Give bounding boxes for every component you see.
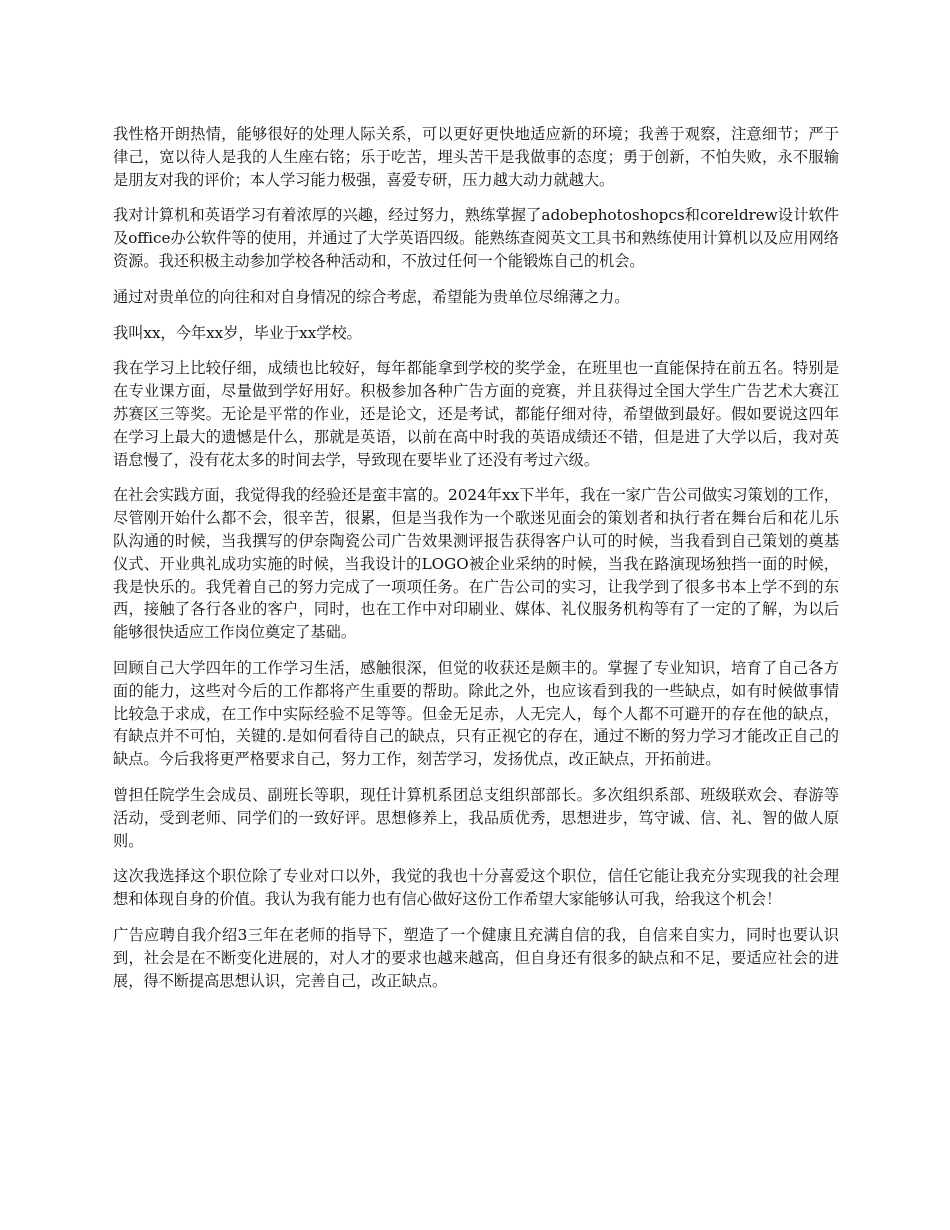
paragraph-skills: 我对计算机和英语学习有着浓厚的兴趣，经过努力，熟练掌握了adobephotoshopcs和coreldrew设计软件及office办公软件等的使用，并通过了大学英语四级。能熟练查阅英文工具书和熟练使用计算机以及应用网络资源。我还积极主动参加学校各种活动和，不放过任何一个能锻炼自己的机会。	[113, 206, 839, 270]
paragraph-introduction: 我叫xx，今年xx岁，毕业于xx学校。	[113, 323, 362, 342]
paragraph-closing: 广告应聘自我介绍3三年在老师的指导下，塑造了一个健康且充满自信的我，自信来自实力，同时也要认识到，社会是在不断变化进展的，对人才的要求也越来越高，但自身还有很多的缺点和不足，要适应社会的进展，得不断提高思想认识，完善自己，改正缺点。	[113, 925, 839, 990]
paragraph-practice: 在社会实践方面，我觉得我的经验还是蛮丰富的。2024年xx下半年，我在一家广告公司做实习策划的工作，尽管刚开始什么都不会，很辛苦，很累，但是当我作为一个歌迷见面会的策划者和执行者在舞台后和花儿乐队沟通的时候，当我撰写的伊奈陶瓷公司广告效果测评报告获得客户认可的时候，当我看到自己策划的奠基仪式、开业典礼成功实施的时候，当我设计的LOGO被企业采纳的时候，当我在路演现场独挡一面的时候，我是快乐的。我凭着自己的努力完成了一项项任务。在广告公司的实习，让我学到了很多书本上学不到的东西，接触了各行各业的客户，同时，也在工作中对印刷业、媒体、礼仪服务机构等有了一定的了解，为以后能够很快适应工作岗位奠定了基础。	[113, 486, 839, 642]
document-body	[113, 123, 839, 1005]
paragraph-positions: 曾担任院学生会成员、副班长等职，现任计算机系团总支组织部部长。多次组织系部、班级联欢会、春游等活动，受到老师、同学们的一致好评。思想修养上，我品质优秀，思想进步，笃守诚、信、礼、智的做人原则。	[113, 785, 839, 850]
paragraph-aspiration: 通过对贵单位的向往和对自身情况的综合考虑，希望能为贵单位尽绵薄之力。	[113, 287, 630, 306]
paragraph-personality: 我性格开朗热情，能够很好的处理人际关系，可以更好更快地适应新的环境；我善于观察，注意细节；严于律己，宽以待人是我的人生座右铭；乐于吃苦，埋头苦干是我做事的态度；勇于创新，不怕失败，永不服输是朋友对我的评价；本人学习能力极强，喜爱专研，压力越大动力就越大。	[113, 125, 839, 189]
paragraph-study: 我在学习上比较仔细，成绩也比较好，每年都能拿到学校的奖学金，在班里也一直能保持在前五名。特别是在专业课方面，尽量做到学好用好。积极参加各种广告方面的竞赛，并且获得过全国大学生广告艺术大赛江苏赛区三等奖。无论是平常的作业，还是论文，还是考试，都能仔细对待，希望做到最好。假如要说这四年在学习上最大的遗憾是什么，那就是英语，以前在高中时我的英语成绩还不错，但是进了大学以后，我对英语怠慢了，没有花太多的时间去学，导致现在要毕业了还没有考过六级。	[113, 359, 839, 469]
paragraph-motivation: 这次我选择这个职位除了专业对口以外，我觉的我也十分喜爱这个职位，信任它能让我充分实现我的社会理想和体现自身的价值。我认为我有能力也有信心做好这份工作希望大家能够认可我，给我这个机会！	[113, 867, 839, 909]
paragraph-review: 回顾自己大学四年的工作学习生活，感触很深，但觉的收获还是颇丰的。掌握了专业知识，培育了自己各方面的能力，这些对今后的工作都将产生重要的帮助。除此之外，也应该看到我的一些缺点，如有时候做事情比较急于求成，在工作中实际经验不足等等。但金无足赤，人无完人，每个人都不可避开的存在他的缺点，有缺点并不可怕，关键的.是如何看待自己的缺点，只有正视它的存在，通过不断的努力学习才能改正自己的缺点。今后我将更严格要求自己，努力工作，刻苦学习，发扬优点，改正缺点，开拓前进。	[113, 658, 839, 769]
